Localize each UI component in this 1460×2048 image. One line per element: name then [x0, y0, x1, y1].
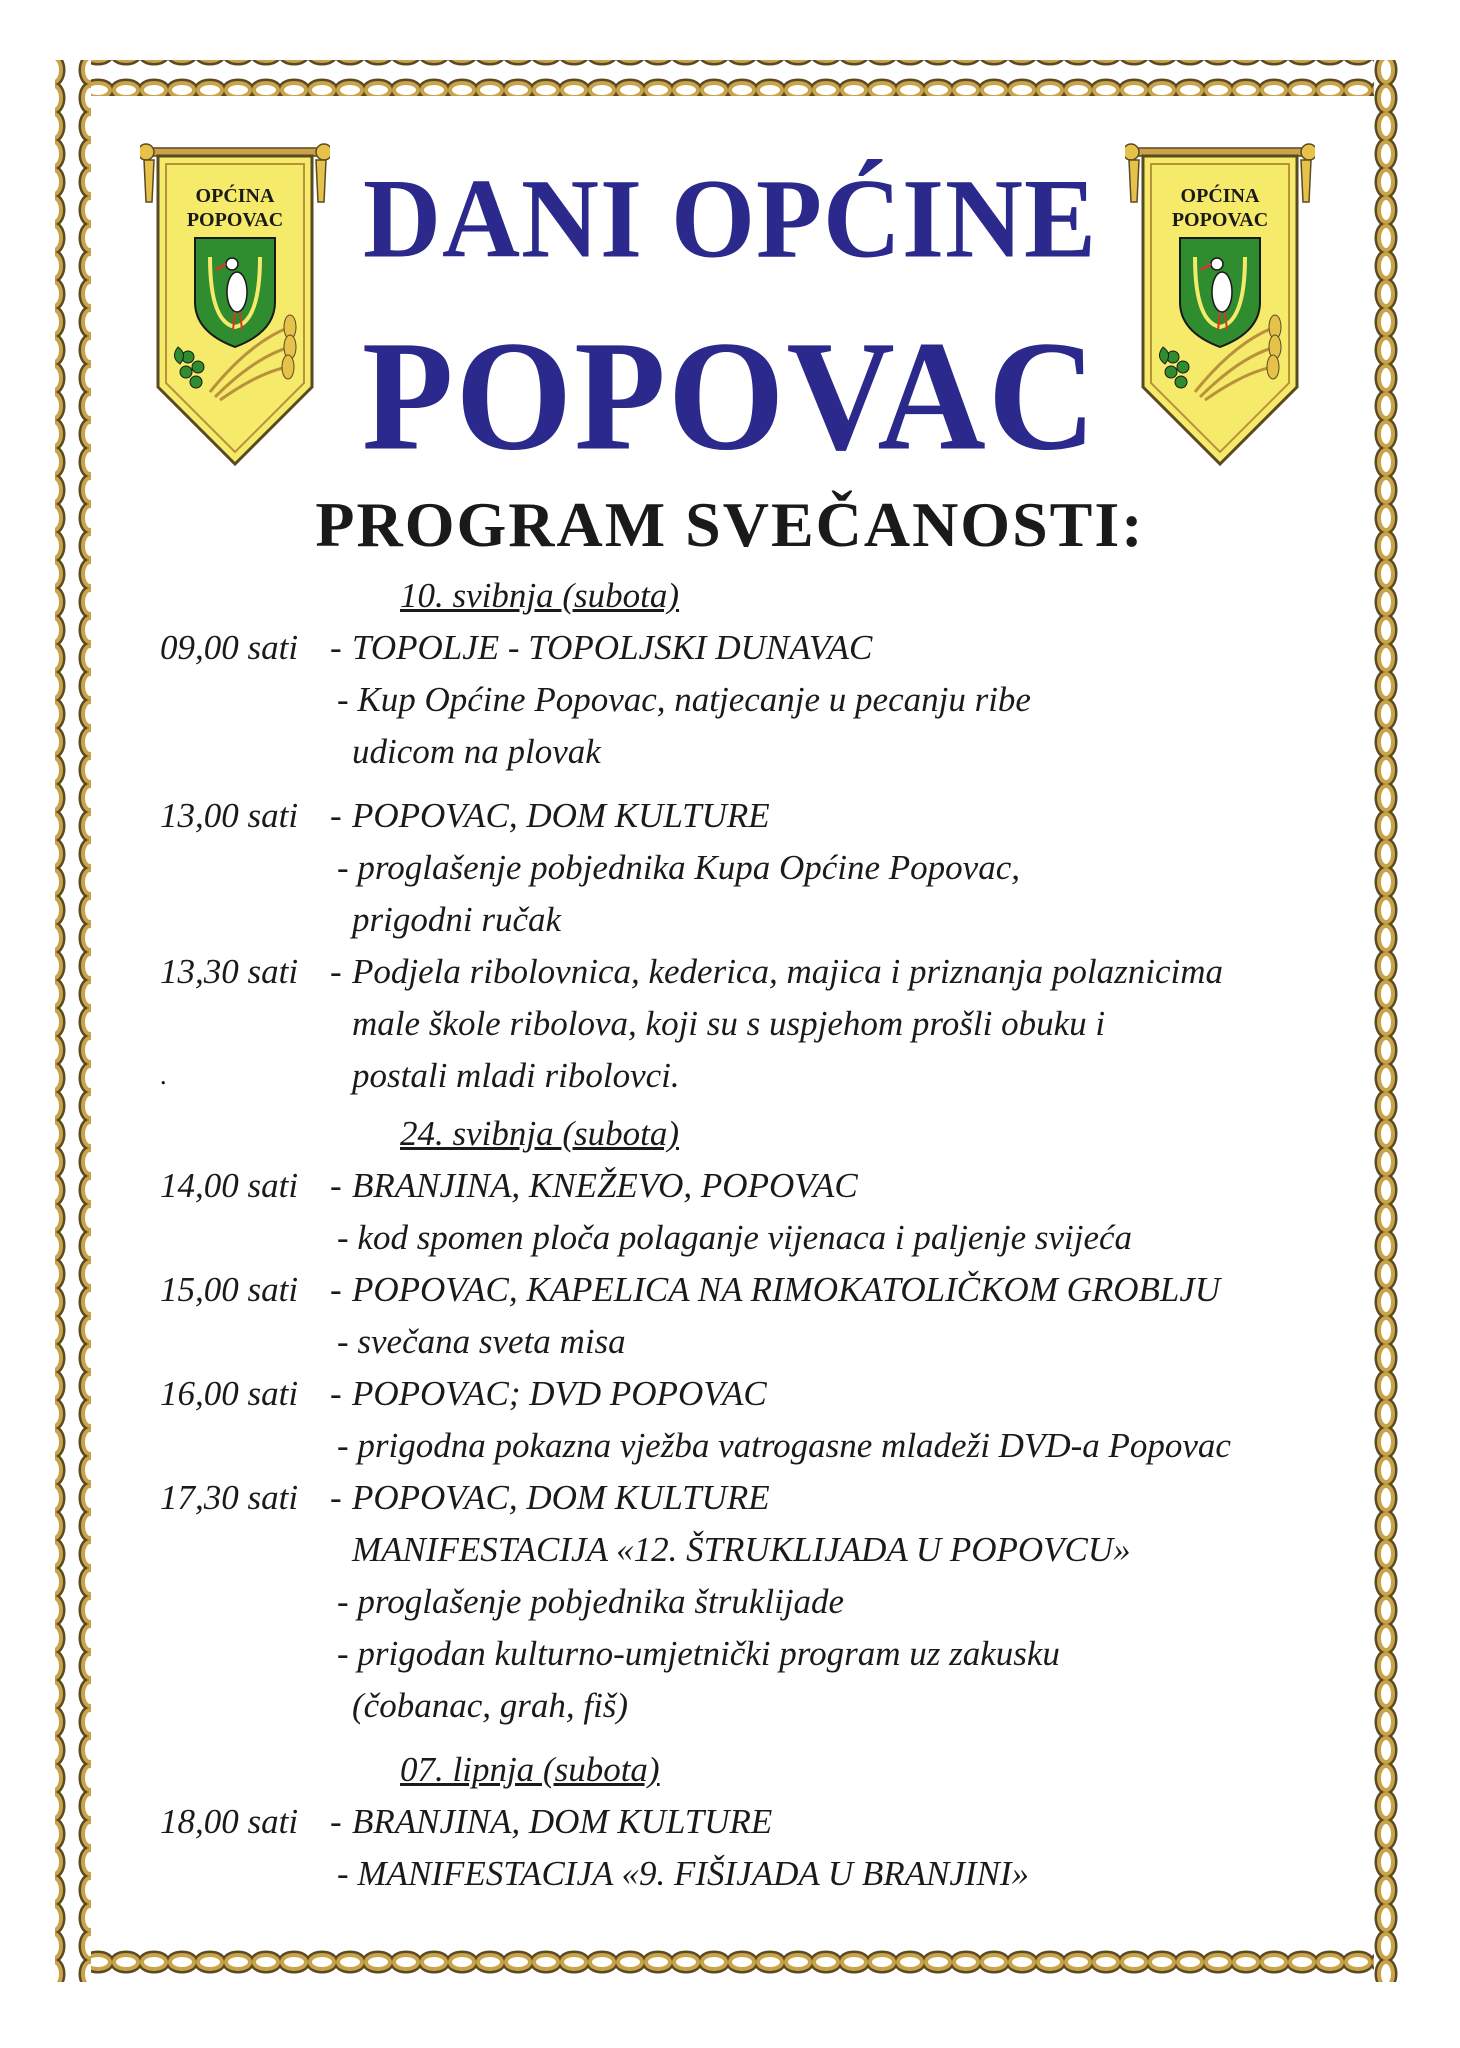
event-description: - svečana sveta misa — [337, 1322, 626, 1361]
event-line — [160, 842, 1360, 894]
event-line — [160, 1050, 1360, 1102]
event-location: POPOVAC, DOM KULTURE — [352, 1478, 770, 1517]
svg-text:POPOVAC: POPOVAC — [186, 209, 284, 231]
event-description: - MANIFESTACIJA «9. FIŠIJADA U BRANJINI» — [337, 1854, 1030, 1893]
event-time: 13,00 sati — [160, 796, 299, 835]
svg-text:POPOVAC: POPOVAC — [1171, 209, 1269, 231]
event-location: BRANJINA, DOM KULTURE — [352, 1802, 773, 1841]
event-row: 13,30 sati - Podjela ribolovnica, kederica, majica i priznanja polaznicima — [160, 946, 1360, 998]
event-location: POPOVAC, DOM KULTURE — [352, 796, 770, 835]
event-line — [160, 1212, 1360, 1264]
event-description: - prigodan kulturno-umjetnički program uz zakusku — [337, 1634, 1060, 1673]
event-row: 15,00 sati - POPOVAC, KAPELICA NA RIMOKATOLIČKOM GROBLJU — [160, 1264, 1360, 1316]
event-row: 16,00 sati - POPOVAC; DVD POPOVAC — [160, 1368, 1360, 1420]
event-description: prigodni ručak — [352, 900, 562, 939]
event-description: male škole ribolova, koji su s uspjehom prošli obuku i — [352, 1004, 1106, 1043]
coat-of-arms-icon — [1125, 142, 1315, 472]
event-line — [160, 998, 1360, 1050]
event-time: 18,00 sati — [160, 1802, 299, 1841]
stray-dot: . — [160, 1061, 167, 1090]
event-description: - kod spomen ploča polaganje vijenaca i paljenje svijeća — [337, 1218, 1133, 1257]
event-description: postali mladi ribolovci. — [352, 1056, 680, 1095]
event-description: - proglašenje pobjednika Kupa Općine Popovac, — [337, 848, 1020, 887]
day-heading: 24. svibnja (subota) — [400, 1114, 680, 1153]
municipality-banner-left — [140, 142, 330, 472]
event-row: 17,30 sati - POPOVAC, DOM KULTURE — [160, 1472, 1360, 1524]
event-line — [160, 1628, 1360, 1680]
event-row: 14,00 sati - BRANJINA, KNEŽEVO, POPOVAC — [160, 1160, 1360, 1212]
event-description: Podjela ribolovnica, kederica, majica i priznanja polaznicima — [352, 952, 1223, 991]
event-description: - proglašenje pobjednika štruklijade — [337, 1582, 845, 1621]
event-row: 13,00 sati - POPOVAC, DOM KULTURE — [160, 790, 1360, 842]
svg-text:OPĆINA: OPĆINA — [195, 185, 275, 207]
event-time: 09,00 sati — [160, 628, 299, 667]
event-location: POPOVAC, KAPELICA NA RIMOKATOLIČKOM GROBLJU — [352, 1270, 1221, 1309]
event-line — [160, 674, 1360, 726]
program-schedule — [160, 570, 1360, 1900]
day-heading: 10. svibnja (subota) — [400, 576, 680, 615]
event-time: 16,00 sati — [160, 1374, 299, 1413]
event-time: 17,30 sati — [160, 1478, 299, 1517]
program-heading: PROGRAM SVEČANOSTI: — [315, 489, 1145, 560]
event-description: - prigodna pokazna vježba vatrogasne mladeži DVD-a Popovac — [337, 1426, 1231, 1465]
event-line — [160, 726, 1360, 778]
event-line — [160, 1848, 1360, 1900]
event-line — [160, 1576, 1360, 1628]
event-time: 15,00 sati — [160, 1270, 299, 1309]
day-heading: 07. lipnja (subota) — [400, 1750, 660, 1789]
event-line — [160, 1680, 1360, 1732]
event-row: 18,00 sati - BRANJINA, DOM KULTURE — [160, 1796, 1360, 1848]
event-description: udicom na plovak — [352, 732, 601, 771]
event-row: 09,00 sati - TOPOLJE - TOPOLJSKI DUNAVAC — [160, 622, 1360, 674]
event-location: TOPOLJE - TOPOLJSKI DUNAVAC — [352, 628, 873, 667]
event-line — [160, 1420, 1360, 1472]
event-description: MANIFESTACIJA «12. ŠTRUKLIJADA U POPOVCU» — [352, 1530, 1131, 1569]
event-location: BRANJINA, KNEŽEVO, POPOVAC — [352, 1166, 858, 1205]
event-description: (čobanac, grah, fiš) — [352, 1686, 629, 1725]
event-description: - Kup Općine Popovac, natjecanje u pecanju ribe — [337, 680, 1031, 719]
event-time: 14,00 sati — [160, 1166, 299, 1205]
poster-title-line-1: DANI OPĆINE — [362, 157, 1098, 282]
municipality-banner-right — [1125, 142, 1315, 472]
event-location: POPOVAC; DVD POPOVAC — [352, 1374, 767, 1413]
poster-title-line-2: POPOVAC — [361, 308, 1099, 484]
svg-text:OPĆINA: OPĆINA — [1180, 185, 1260, 207]
event-time: 13,30 sati — [160, 952, 299, 991]
event-line — [160, 894, 1360, 946]
coat-of-arms-icon — [140, 142, 330, 472]
event-line — [160, 1524, 1360, 1576]
event-line — [160, 1316, 1360, 1368]
